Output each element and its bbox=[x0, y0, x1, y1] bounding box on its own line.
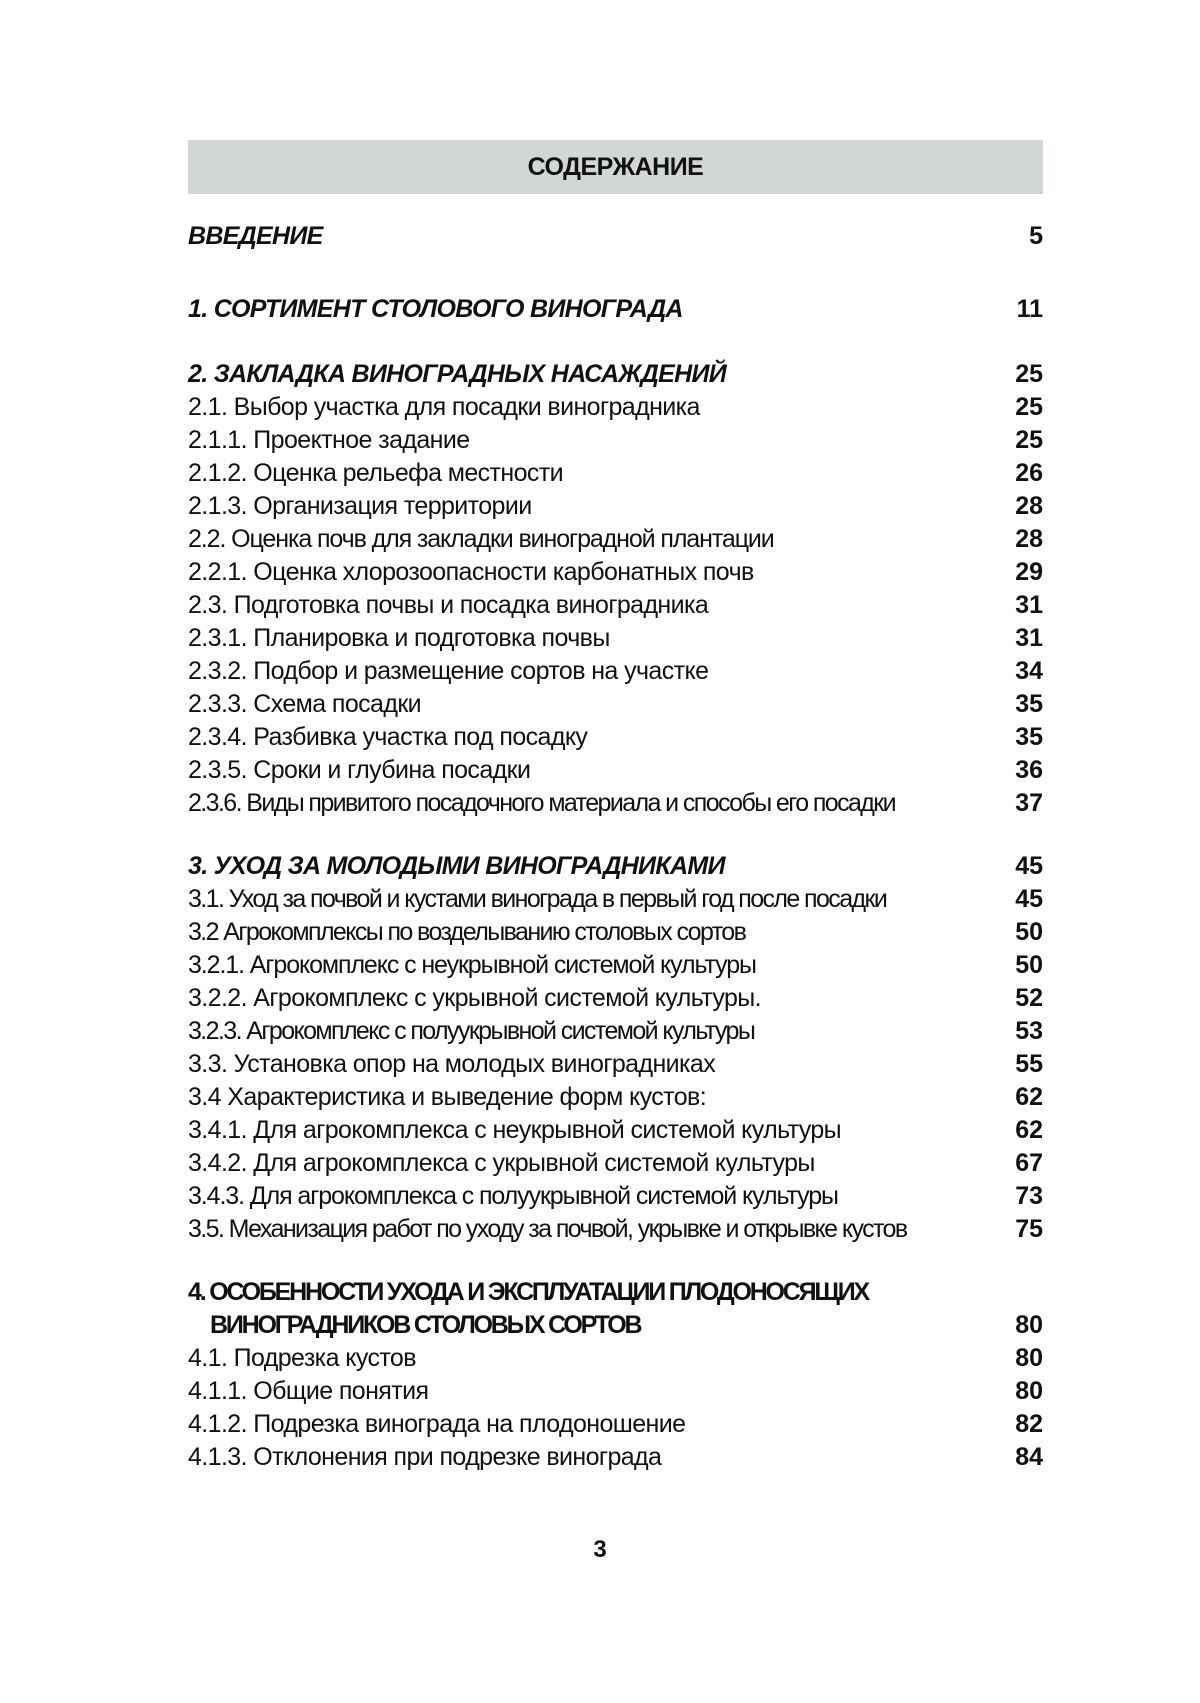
toc-entry-page: 52 bbox=[993, 982, 1043, 1015]
toc-entry-label: 2.1.1. Проектное задание bbox=[188, 424, 470, 457]
toc-entry-label: 2.2.1. Оценка хлорозоопасности карбонатных почв bbox=[188, 556, 754, 589]
toc-entry-page: 25 bbox=[993, 424, 1043, 457]
toc-entry-label: ВИНОГРАДНИКОВ СТОЛОВЫХ СОРТОВ bbox=[188, 1309, 640, 1342]
table-of-contents bbox=[188, 140, 1043, 1474]
toc-entry[interactable] bbox=[188, 1408, 1043, 1441]
toc-entry-page: 73 bbox=[993, 1180, 1043, 1213]
toc-entry[interactable] bbox=[188, 523, 1043, 556]
toc-entry-label: 3.2.2. Агрокомплекс с укрывной системой культуры. bbox=[188, 982, 761, 1015]
toc-entry-label: 4.1. Подрезка кустов bbox=[188, 1342, 416, 1375]
toc-entry-page: 28 bbox=[993, 523, 1043, 556]
toc-entry-label: 3.3. Установка опор на молодых виноградниках bbox=[188, 1048, 715, 1081]
toc-entry-page: 34 bbox=[993, 655, 1043, 688]
toc-entry[interactable] bbox=[188, 916, 1043, 949]
toc-section-3[interactable] bbox=[188, 850, 1043, 883]
toc-entry[interactable] bbox=[188, 589, 1043, 622]
toc-entry-label: 4.1.2. Подрезка винограда на плодоношение bbox=[188, 1408, 685, 1441]
toc-title: СОДЕРЖАНИЕ bbox=[528, 153, 704, 182]
toc-entry-page: 80 bbox=[993, 1309, 1043, 1342]
toc-entry-label: 2.1.2. Оценка рельефа местности bbox=[188, 457, 563, 490]
toc-entry-page: 62 bbox=[993, 1114, 1043, 1147]
toc-entry-label: 2.3.2. Подбор и размещение сортов на участке bbox=[188, 655, 708, 688]
toc-entry-label: 2.3.5. Сроки и глубина посадки bbox=[188, 754, 530, 787]
toc-entry-label: 2.2. Оценка почв для закладки виноградной плантации bbox=[188, 523, 774, 556]
toc-entry-label: 2.3. Подготовка почвы и посадка виноградника bbox=[188, 589, 708, 622]
toc-entry[interactable] bbox=[188, 622, 1043, 655]
toc-entry-label: 2.3.6. Виды привитого посадочного материала и способы его посадки bbox=[188, 787, 895, 820]
toc-entry-page: 35 bbox=[993, 688, 1043, 721]
toc-entry-label: 3.4 Характеристика и выведение форм кустов: bbox=[188, 1081, 706, 1114]
toc-entry[interactable] bbox=[188, 457, 1043, 490]
toc-entry-label: 3.4.2. Для агрокомплекса с укрывной системой культуры bbox=[188, 1147, 815, 1180]
toc-entry-page: 82 bbox=[993, 1408, 1043, 1441]
toc-entry-label: 2. ЗАКЛАДКА ВИНОГРАДНЫХ НАСАЖДЕНИЙ bbox=[188, 358, 726, 391]
toc-entry[interactable] bbox=[188, 391, 1043, 424]
toc-entry[interactable] bbox=[188, 949, 1043, 982]
page-number: 3 bbox=[0, 1536, 1200, 1564]
toc-entry-page: 28 bbox=[993, 490, 1043, 523]
toc-entry-page: 29 bbox=[993, 556, 1043, 589]
toc-entry-label: 2.3.4. Разбивка участка под посадку bbox=[188, 721, 587, 754]
toc-entry[interactable] bbox=[188, 655, 1043, 688]
toc-entry-page: 75 bbox=[993, 1213, 1043, 1246]
toc-entry-label: 3.4.1. Для агрокомплекса с неукрывной системой культуры bbox=[188, 1114, 841, 1147]
toc-entry-label: 2.3.3. Схема посадки bbox=[188, 688, 421, 721]
toc-section-4-line1[interactable] bbox=[188, 1276, 1043, 1309]
toc-entry-label: 3.1. Уход за почвой и кустами винограда в первый год после посадки bbox=[188, 883, 886, 916]
toc-entry[interactable] bbox=[188, 556, 1043, 589]
toc-section-2[interactable] bbox=[188, 358, 1043, 391]
toc-entry[interactable] bbox=[188, 1015, 1043, 1048]
toc-entry-label: 3.2.3. Агрокомплекс с полуукрывной системой культуры bbox=[188, 1015, 754, 1048]
toc-entry-page: 50 bbox=[993, 949, 1043, 982]
toc-entry-label: 4.1.1. Общие понятия bbox=[188, 1375, 428, 1408]
toc-section-1[interactable] bbox=[188, 293, 1043, 326]
toc-entry-page: 37 bbox=[993, 787, 1043, 820]
toc-entry-label: 2.1. Выбор участка для посадки виноградника bbox=[188, 391, 700, 424]
toc-entry-page: 55 bbox=[993, 1048, 1043, 1081]
toc-entry-page: 53 bbox=[993, 1015, 1043, 1048]
toc-entry-page: 80 bbox=[993, 1342, 1043, 1375]
toc-entry[interactable] bbox=[188, 883, 1043, 916]
toc-entry-label: 2.1.3. Организация территории bbox=[188, 490, 532, 523]
toc-entry-page: 62 bbox=[993, 1081, 1043, 1114]
toc-entry[interactable] bbox=[188, 424, 1043, 457]
toc-entry-page: 26 bbox=[993, 457, 1043, 490]
toc-entry[interactable] bbox=[188, 982, 1043, 1015]
toc-entry[interactable] bbox=[188, 1081, 1043, 1114]
toc-entry-page: 45 bbox=[993, 850, 1043, 883]
toc-entry-page: 11 bbox=[993, 293, 1043, 326]
toc-entry-label: 3. УХОД ЗА МОЛОДЫМИ ВИНОГРАДНИКАМИ bbox=[188, 850, 725, 883]
toc-entry[interactable] bbox=[188, 490, 1043, 523]
toc-entry-label: 3.2.1. Агрокомплекс с неукрывной системой культуры bbox=[188, 949, 756, 982]
toc-entry[interactable] bbox=[188, 1375, 1043, 1408]
toc-entry-label: 4. ОСОБЕННОСТИ УХОДА И ЭКСПЛУАТАЦИИ ПЛОДОНОСЯЩИХ bbox=[188, 1276, 868, 1309]
toc-entry-label: 2.3.1. Планировка и подготовка почвы bbox=[188, 622, 610, 655]
toc-entry-page: 5 bbox=[993, 220, 1043, 253]
toc-entry[interactable] bbox=[188, 1342, 1043, 1375]
toc-entry[interactable] bbox=[188, 1048, 1043, 1081]
toc-entry[interactable] bbox=[188, 1213, 1043, 1246]
toc-entry-label: ВВЕДЕНИЕ bbox=[188, 220, 323, 253]
toc-entry-page: 84 bbox=[993, 1441, 1043, 1474]
toc-entry[interactable] bbox=[188, 688, 1043, 721]
toc-entry-page: 35 bbox=[993, 721, 1043, 754]
toc-entry[interactable] bbox=[188, 1114, 1043, 1147]
toc-entry[interactable] bbox=[188, 1441, 1043, 1474]
toc-entry-page: 67 bbox=[993, 1147, 1043, 1180]
toc-entry-page: 50 bbox=[993, 916, 1043, 949]
toc-entry-intro[interactable] bbox=[188, 220, 1043, 253]
toc-entry-label: 3.5. Механизация работ по уходу за почвой, укрывке и открывке кустов bbox=[188, 1213, 907, 1246]
toc-entry[interactable] bbox=[188, 721, 1043, 754]
toc-title-bar bbox=[188, 140, 1043, 194]
toc-entry-page: 36 bbox=[993, 754, 1043, 787]
toc-entry[interactable] bbox=[188, 1180, 1043, 1213]
toc-entry[interactable] bbox=[188, 1147, 1043, 1180]
toc-entry-label: 3.4.3. Для агрокомплекса с полуукрывной системой культуры bbox=[188, 1180, 838, 1213]
toc-entry-label: 4.1.3. Отклонения при подрезке винограда bbox=[188, 1441, 661, 1474]
toc-entry-label: 3.2 Агрокомплексы по возделыванию столовых сортов bbox=[188, 916, 745, 949]
toc-entry-page: 25 bbox=[993, 358, 1043, 391]
toc-entry-page: 31 bbox=[993, 589, 1043, 622]
toc-entry-label: 1. СОРТИМЕНТ СТОЛОВОГО ВИНОГРАДА bbox=[188, 293, 683, 326]
toc-entry-page: 80 bbox=[993, 1375, 1043, 1408]
toc-entry[interactable] bbox=[188, 787, 1043, 820]
toc-entry-page: 25 bbox=[993, 391, 1043, 424]
toc-entry[interactable] bbox=[188, 754, 1043, 787]
toc-entry-page: 45 bbox=[993, 883, 1043, 916]
toc-entry-page: 31 bbox=[993, 622, 1043, 655]
toc-section-4-line2[interactable] bbox=[188, 1309, 1043, 1342]
